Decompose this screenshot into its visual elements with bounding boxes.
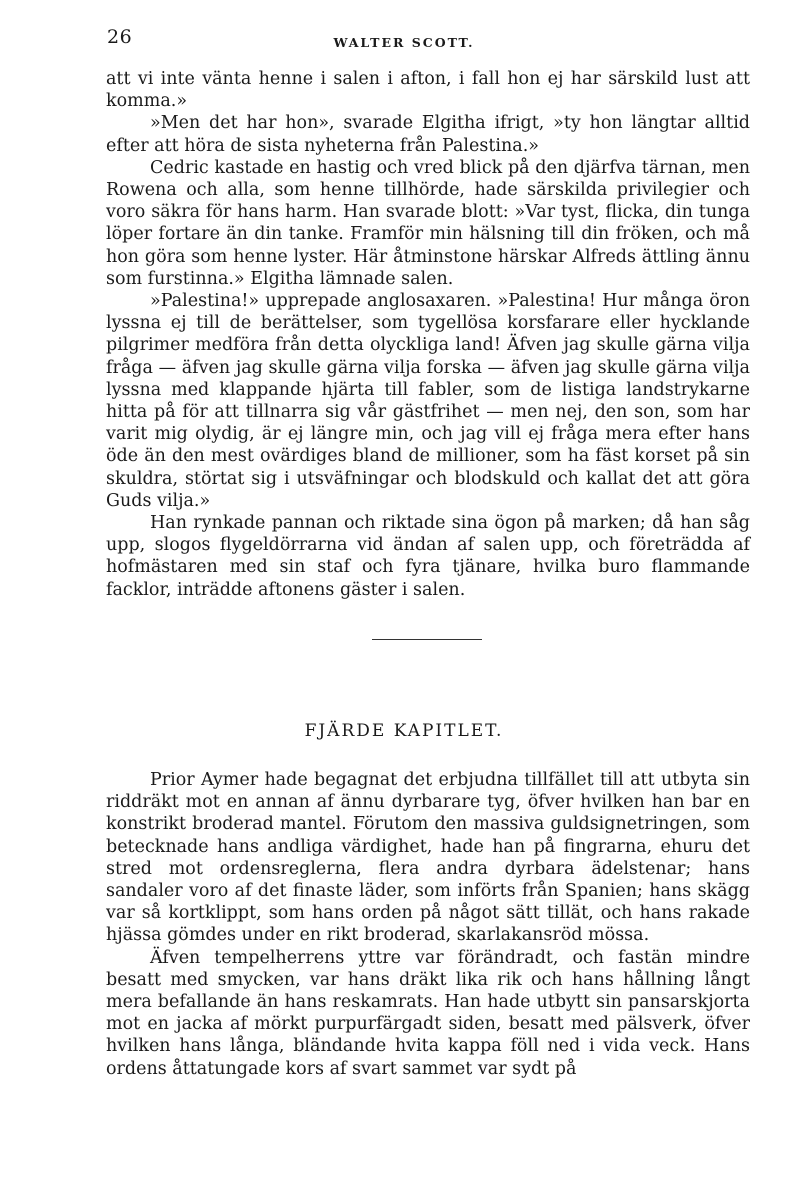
page-number: 26 [107, 26, 133, 48]
paragraph: »Men det har hon», svarade Elgitha ifrigt, »ty hon längtar alltid efter att höra de sista nyheterna från Palestina.» [106, 113, 750, 156]
section-divider [372, 639, 482, 640]
chapter-title: FJÄRDE KAPITLET. [304, 721, 504, 741]
running-head: WALTER SCOTT. [333, 35, 475, 50]
paragraph: Han rynkade pannan och riktade sina ögon på marken; då han såg upp, slogos flygeldörrarna vid ändan af salen upp, och företrädda af hofmästaren med sin staf och fyra tjänare, hvilka buro flammande facklor, inträdde aftonens gäster i salen. [106, 513, 750, 600]
paragraph: Äfven tempelherrens yttre var förändradt, och fastän mindre besatt med smycken, var hans dräkt lika rik och hans hållning långt mera befallande än hans reskamrats. Han hade utbytt sin pansarskjorta mot en jacka af mörkt purpurfärgadt siden, besatt med pälsverk, öfver hvilken hans långa, bländande hvita kappa föll ned i vida veck. Hans ordens åttatungade kors af svart sammet var sydt på [106, 947, 750, 1079]
paragraph: Cedric kastade en hastig och vred blick på den djärfva tärnan, men Rowena och alla, som henne tillhörde, hade särskilda privilegier och voro säkra för hans harm. Han svarade blott: »Var tyst, flicka, din tunga löper fortare än din tanke. Framför min hälsning till din fröken, och må hon göra som henne lyster. Här åtminstone härskar Alfreds ättling ännu som furstinna.» Elgitha lämnade salen. [106, 157, 750, 289]
paragraph: att vi inte vänta henne i salen i afton, i fall hon ej har särskild lust att komma.» [106, 69, 750, 112]
paragraph: Prior Aymer hade begagnat det erbjudna tillfället till att utbyta sin riddräkt mot en annan af ännu dyrbarare tyg, öfver hvilken han bar en konstrikt broderad mantel. Förutom den massiva guldsignetringen, som betecknade hans andliga värdighet, hade han på fingrarna, ehuru det stred mot ordensreglerna, flera andra dyrbara ädelstenar; hans sandaler voro af det finaste läder, som införts från Spanien; hans skägg var så kortklippt, som hans orden på något sätt tillät, och hans rakade hjässa gömdes under en rikt broderad, skarlakansröd mössa. [106, 770, 750, 946]
text-block-chapter [106, 769, 750, 1080]
paragraph: »Palestina!» upprepade anglosaxaren. »Palestina! Hur många öron lyssna ej till de berättelser, som tygellösa korsfarare eller hycklande pilgrimer medföra från detta olyckliga land! Äfven jag skulle gärna vilja fråga — äfven jag skulle gärna vilja forska — äfven jag skulle gärna vilja lyssna med klappande hjärta till fabler, som de listiga landstrykarne hitta på för att tillnarra sig vår gästfrihet — men nej, den son, som har varit mig olydig, är ej längre min, och jag vill ej fråga mera efter hans öde än den mest ovärdiges bland de millioner, som ha fäst korset på sin skuldra, störtat sig i utsväfningar och blodskuld och kallat det att göra Guds vilja.» [106, 291, 750, 511]
text-block-before-chapter [106, 68, 750, 601]
